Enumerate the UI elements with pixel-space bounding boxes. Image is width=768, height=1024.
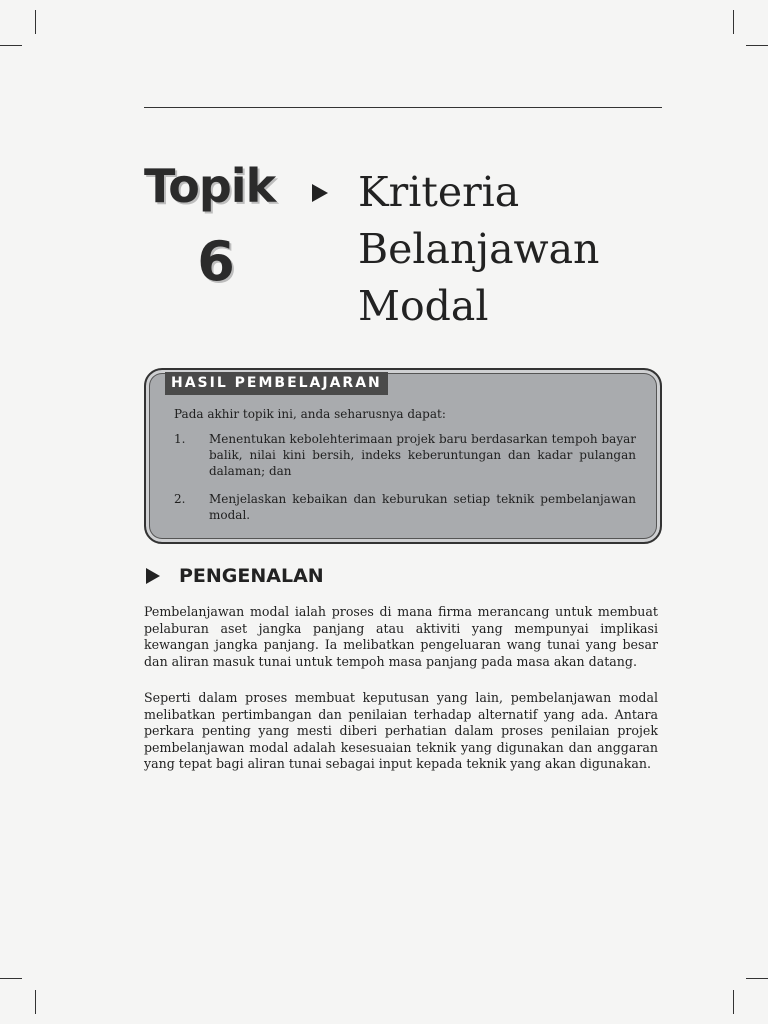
- learning-outcome-text: Menentukan kebolehterimaan projek baru berdasarkan tempoh bayar balik, nilai kini bersih, indeks keberuntungan dan kadar pulangan dalaman; dan: [209, 432, 636, 478]
- crop-mark: [733, 990, 734, 1014]
- learning-outcomes-intro: Pada akhir topik ini, anda seharusnya dapat:: [174, 407, 446, 421]
- crop-mark: [733, 10, 734, 34]
- header-rule: [144, 107, 662, 108]
- chapter-title-line: Modal: [358, 282, 489, 330]
- learning-outcome-number: 1.: [174, 432, 186, 446]
- learning-outcome-item: [174, 491, 636, 523]
- learning-outcome-number: 2.: [174, 492, 186, 506]
- learning-outcome-item: [174, 431, 636, 479]
- topic-number: 6: [197, 230, 235, 293]
- right-triangle-icon: [312, 184, 328, 202]
- chapter-title: [358, 164, 658, 335]
- section-title: PENGENALAN: [179, 565, 324, 587]
- crop-mark: [35, 10, 36, 34]
- crop-mark: [746, 978, 768, 979]
- crop-mark: [0, 978, 22, 979]
- learning-outcomes-heading: HASIL PEMBELAJARAN: [165, 372, 388, 395]
- learning-outcome-text: Menjelaskan kebaikan dan keburukan setiap teknik pembelanjawan modal.: [209, 492, 636, 522]
- right-triangle-icon: [146, 568, 160, 584]
- body-paragraph: Seperti dalam proses membuat keputusan yang lain, pembelanjawan modal melibatkan pertimbangan dan penilaian terhadap alternatif yang ada. Antara perkara penting yang mesti diberi perhatian dalam proses penilaian projek pembelanjawan modal adalah kesesuaian teknik yang digunakan dan anggaran yang tepat bagi aliran tunai sebagai input kepada teknik yang akan digunakan.: [144, 690, 658, 772]
- chapter-title-line: Belanjawan: [358, 225, 600, 273]
- crop-mark: [35, 990, 36, 1014]
- crop-mark: [746, 45, 768, 46]
- chapter-title-line: Kriteria: [358, 168, 520, 216]
- topic-label: Topik: [144, 159, 276, 213]
- crop-mark: [0, 45, 22, 46]
- body-paragraph: Pembelanjawan modal ialah proses di mana firma merancang untuk membuat pelaburan aset jangka panjang atau aktiviti yang mempunyai implikasi kewangan jangka panjang. Ia melibatkan pengeluaran wang tunai yang besar dan aliran masuk tunai untuk tempoh masa panjang pada masa akan datang.: [144, 604, 658, 669]
